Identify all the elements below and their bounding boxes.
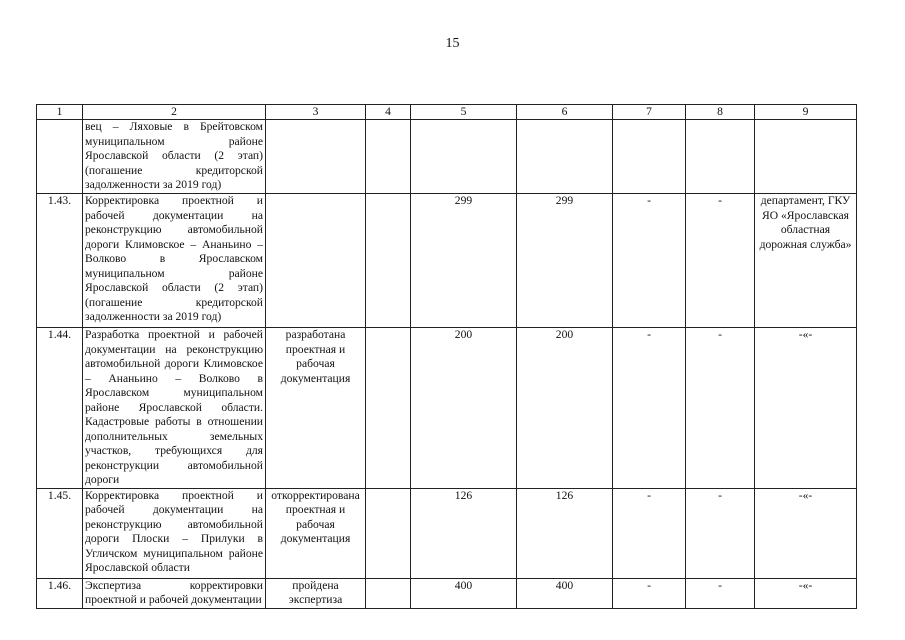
column-5-value: 299 <box>411 194 517 328</box>
executor: -«- <box>755 488 857 578</box>
column-4-value <box>366 578 411 608</box>
column-number: 7 <box>613 105 686 120</box>
column-7-value: - <box>613 328 686 489</box>
row-number: 1.46. <box>37 578 83 608</box>
column-7-value <box>613 120 686 194</box>
column-number: 5 <box>411 105 517 120</box>
column-5-value <box>411 120 517 194</box>
column-6-value <box>517 120 613 194</box>
executor <box>755 120 857 194</box>
column-6-value: 299 <box>517 194 613 328</box>
column-number: 3 <box>266 105 366 120</box>
activity-result: откорректирована проектная и рабочая документация <box>266 488 366 578</box>
column-4-value <box>366 488 411 578</box>
column-number: 8 <box>686 105 755 120</box>
column-5-value: 200 <box>411 328 517 489</box>
activity-name: Разработка проектной и рабочей документации на реконструкцию автомобильной дороги Климовское – Ананьино – Волково в Ярославском муниципальном районе Ярославской области. Кадастровые работы в отношении дополнительных земельных участков, требующихся для реконструкции автомобильной дороги <box>83 328 266 489</box>
column-4-value <box>366 194 411 328</box>
table-row <box>37 120 857 194</box>
column-8-value <box>686 120 755 194</box>
column-8-value: - <box>686 194 755 328</box>
table-row <box>37 194 857 328</box>
executor: -«- <box>755 578 857 608</box>
column-4-value <box>366 120 411 194</box>
table-row <box>37 488 857 578</box>
page-number: 15 <box>445 36 460 51</box>
row-number <box>37 120 83 194</box>
column-6-value: 400 <box>517 578 613 608</box>
program-activities-table <box>36 104 857 609</box>
column-number: 2 <box>83 105 266 120</box>
activity-result <box>266 194 366 328</box>
column-7-value: - <box>613 488 686 578</box>
table-row <box>37 578 857 608</box>
activity-result: пройдена экспертиза <box>266 578 366 608</box>
activity-result: разработана проектная и рабочая документация <box>266 328 366 489</box>
activity-name: Корректировка проектной и рабочей документации на реконструкцию автомобильной дороги Климовское – Ананьино – Волково в Ярославском муниципальном районе Ярославской области (2 этап) (погашение кредиторской задолженности за 2019 год) <box>83 194 266 328</box>
column-5-value: 126 <box>411 488 517 578</box>
column-number: 6 <box>517 105 613 120</box>
column-6-value: 200 <box>517 328 613 489</box>
row-number: 1.44. <box>37 328 83 489</box>
row-number: 1.45. <box>37 488 83 578</box>
activity-name: Экспертиза корректировки проектной и рабочей документации <box>83 578 266 608</box>
column-7-value: - <box>613 194 686 328</box>
column-number-row <box>37 105 857 120</box>
column-8-value: - <box>686 488 755 578</box>
column-8-value: - <box>686 328 755 489</box>
column-number: 9 <box>755 105 857 120</box>
executor: департамент, ГКУ ЯО «Ярославская областная дорожная служба» <box>755 194 857 328</box>
row-number: 1.43. <box>37 194 83 328</box>
table-row <box>37 328 857 489</box>
column-number: 1 <box>37 105 83 120</box>
activity-name: Корректировка проектной и рабочей документации на реконструкцию автомобильной дороги Плоски – Прилуки в Угличском муниципальном районе Ярославской области <box>83 488 266 578</box>
executor: -«- <box>755 328 857 489</box>
activity-result <box>266 120 366 194</box>
column-number: 4 <box>366 105 411 120</box>
column-8-value: - <box>686 578 755 608</box>
column-6-value: 126 <box>517 488 613 578</box>
column-4-value <box>366 328 411 489</box>
activity-name: вец – Ляховые в Брейтовском муниципальном районе Ярославской области (2 этап) (погашение кредиторской задолженности за 2019 год) <box>83 120 266 194</box>
column-5-value: 400 <box>411 578 517 608</box>
column-7-value: - <box>613 578 686 608</box>
